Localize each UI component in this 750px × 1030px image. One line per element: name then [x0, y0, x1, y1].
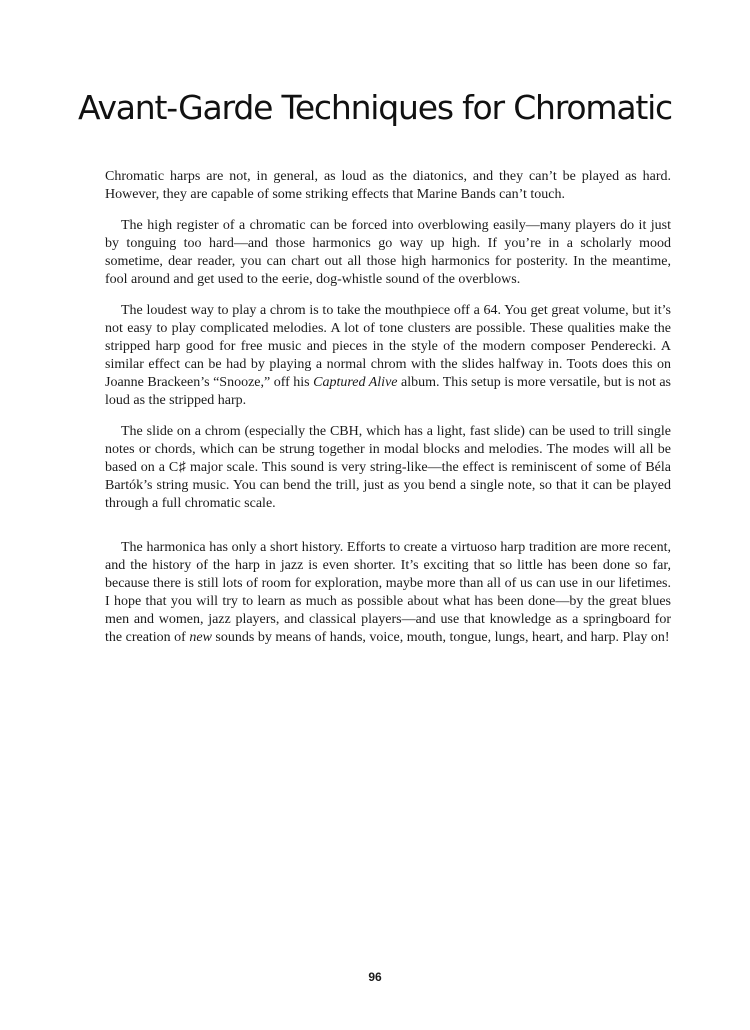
album-title: Captured Alive: [313, 375, 398, 390]
paragraph-5-text-before: The harmonica has only a short history. Efforts to create a virtuoso harp tradition are more recent, and the history of the harp in jazz is even shorter. It’s exciting that so little has been done so far, because there is still lots of room for exploration, maybe more than all of us can use in our lifetimes. I hope that you will try to learn as much as possible about what has been done—by the great blues men and women, jazz players, and classical players—and use that knowledge as a springboard for the creation of: [105, 540, 671, 645]
paragraph-3-text-after: album. This setup is more versatile, but is not as loud as the stripped harp.: [105, 375, 672, 408]
paragraph-2: The high register of a chromatic can be forced into overblowing easily—many players do it just by tonguing too hard—and those harmonics go way up high. If you’re in a scholarly mood sometime, dear reader, you can chart out all those high harmonics for posterity. In the meantime, fool around and get used to the eerie, dog-whistle sound of the overblows.: [105, 218, 671, 287]
paragraph-4: The slide on a chrom (especially the CBH, which has a light, fast slide) can be used to trill single notes or chords, which can be strung together in modal blocks and melodies. The modes will all be based on a C♯ major scale. This sound is very string-like—the effect is reminiscent of some of Béla Bartók’s string music. You can bend the trill, just as you bend a single note, so that it can be played through a full chromatic scale.: [105, 424, 671, 511]
paragraph-5-text-after: sounds by means of hands, voice, mouth, tongue, lungs, heart, and harp. Play on!: [211, 630, 670, 645]
page-number: 96: [368, 970, 382, 984]
chapter-title: Avant-Garde Techniques for Chromatic: [78, 88, 672, 127]
paragraph-5: [105, 539, 671, 647]
paragraph-1: Chromatic harps are not, in general, as loud as the diatonics, and they can’t be played as hard. However, they are capable of some striking effects that Marine Bands can’t touch.: [105, 169, 671, 202]
emphasis-new: new: [189, 630, 212, 645]
body-text: [105, 168, 671, 647]
paragraph-3: [105, 302, 671, 410]
paragraph-3-text-before: The loudest way to play a chrom is to take the mouthpiece off a 64. You get great volume, but it’s not easy to play complicated melodies. A lot of tone clusters are possible. These qualities make the stripped harp good for free music and pieces in the style of the modern composer Penderecki. A similar effect can be had by playing a normal chrom with the slides halfway in. Toots does this on Joanne Brackeen’s “Snooze,” off his: [105, 303, 671, 390]
